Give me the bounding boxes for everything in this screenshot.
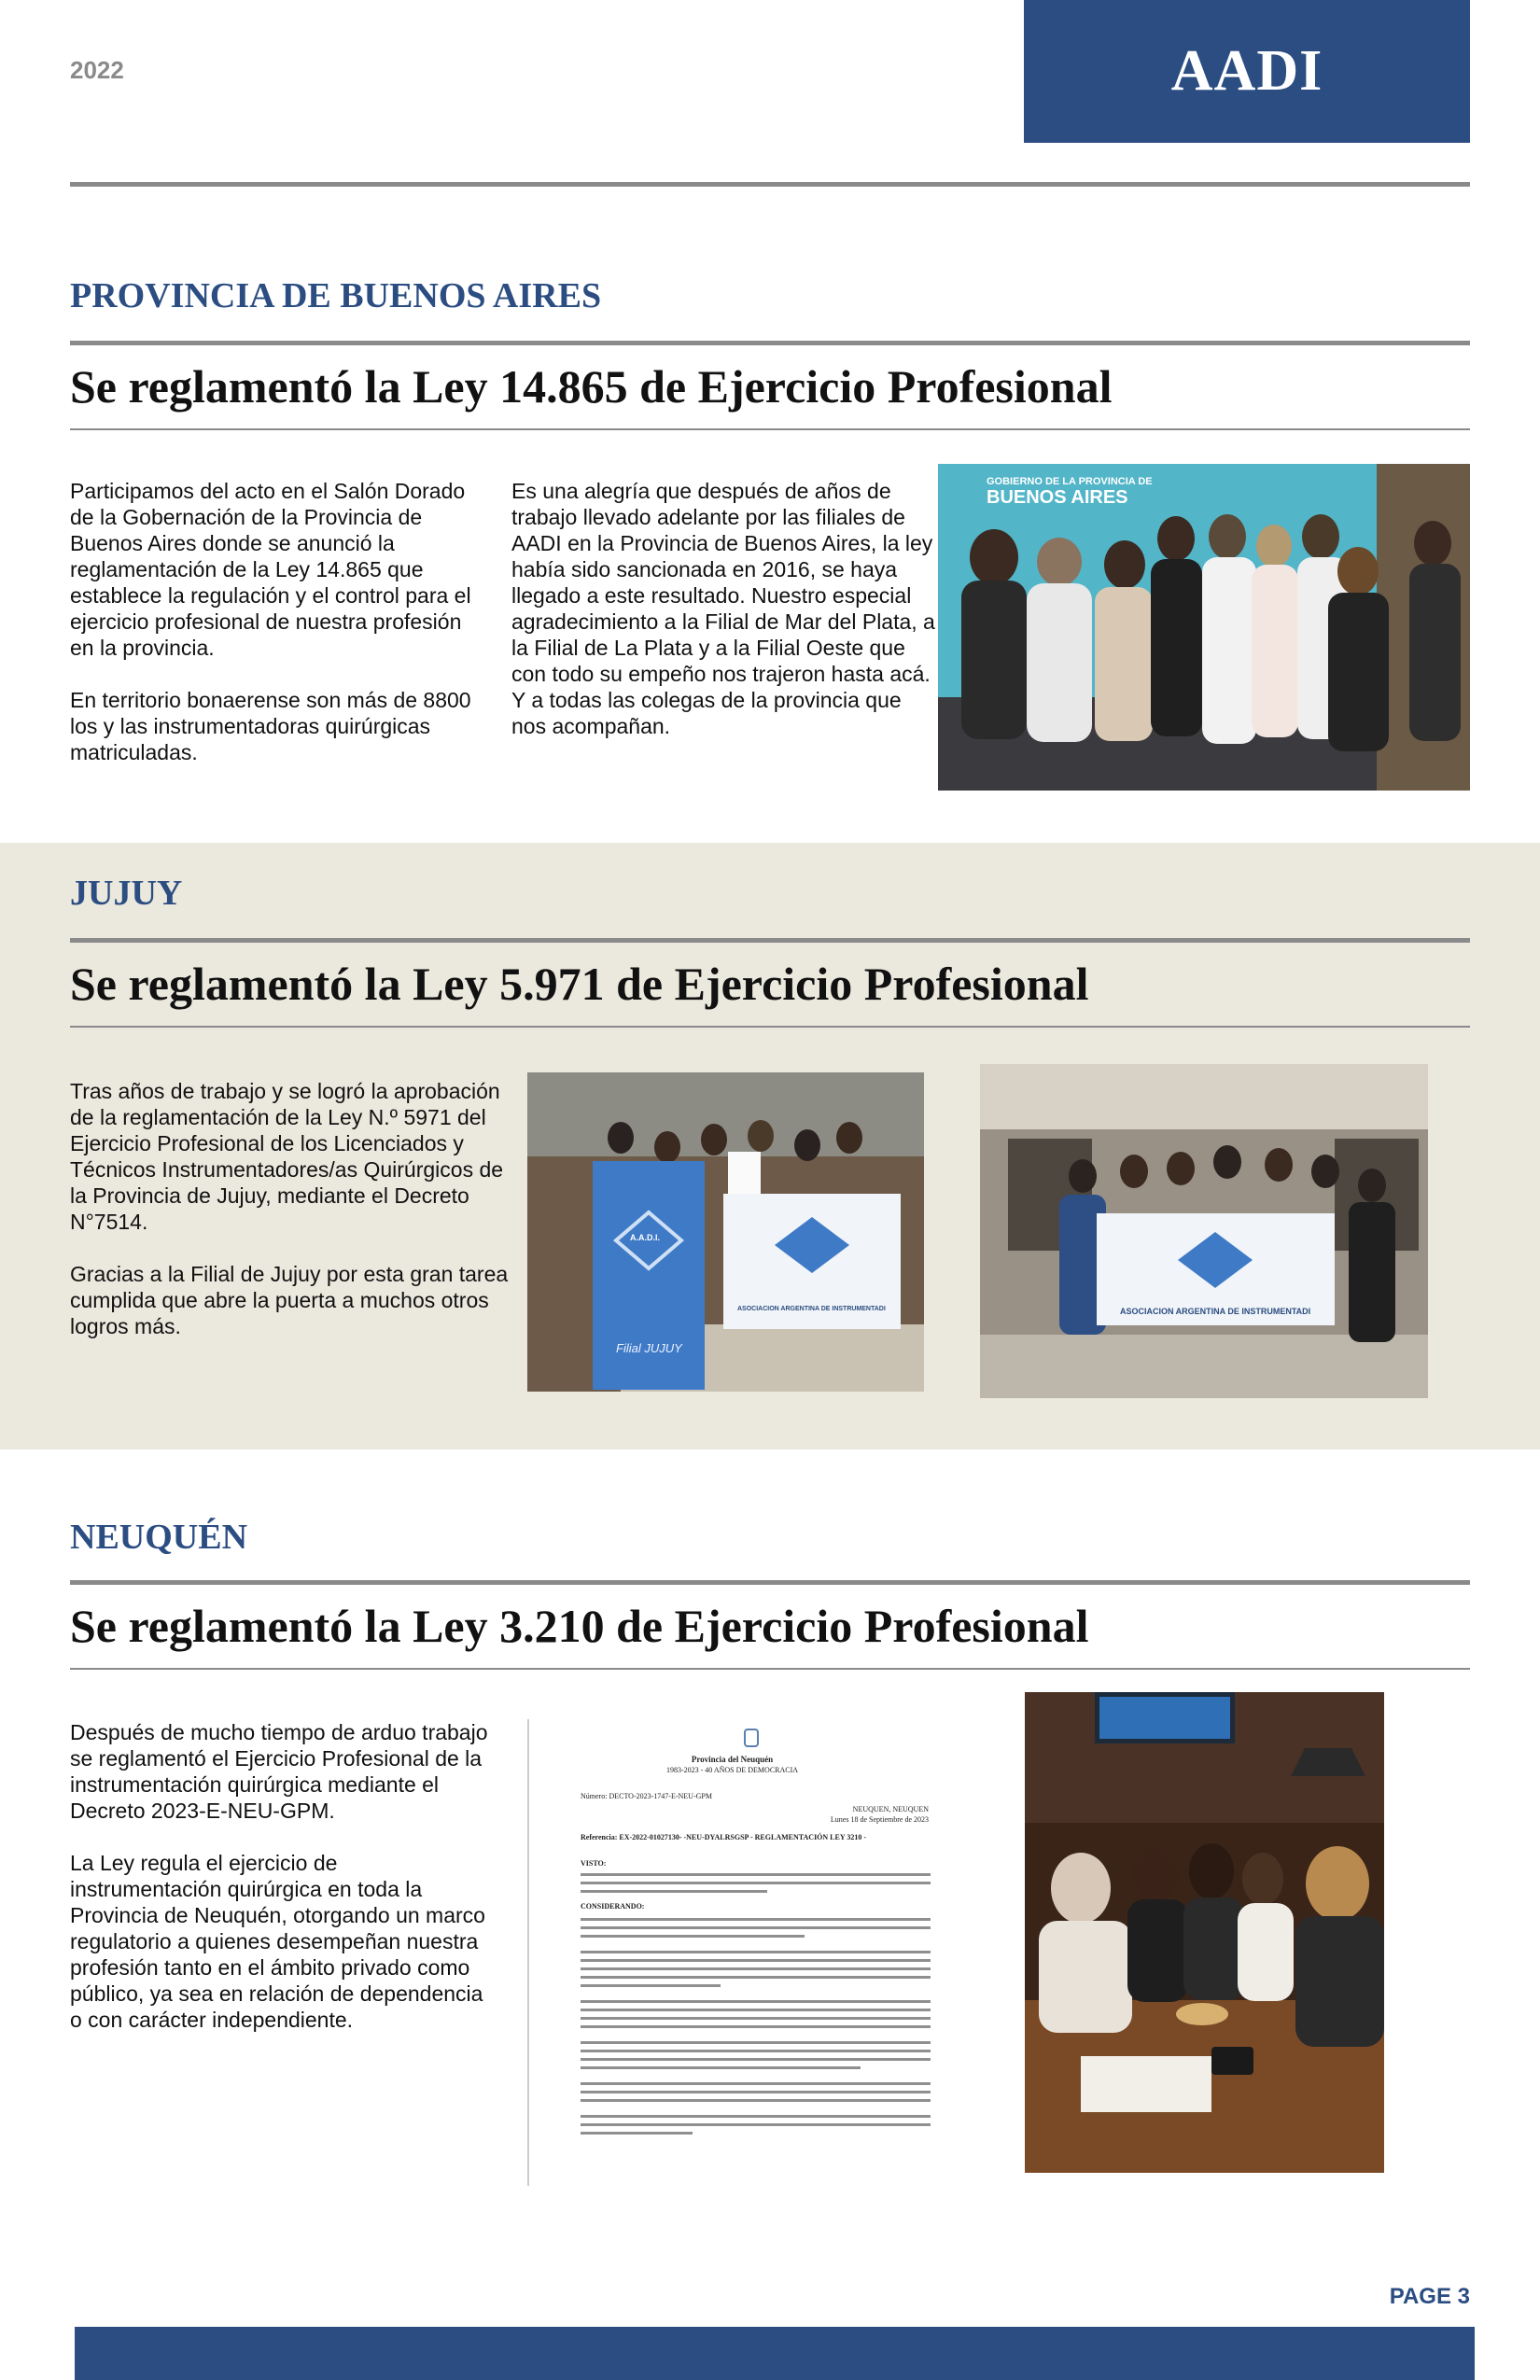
doc-considerando: CONSIDERANDO: [581,1902,645,1911]
doc-seal-icon [744,1729,759,1747]
event-group-photo [938,464,1470,791]
section-jujuy [70,868,1470,1428]
banner-filial-text: Filial JUJUY [616,1341,682,1355]
header-divider [70,182,1470,187]
paragraph: En territorio bonaerense son más de 8800 los y las instrumentadoras quirúrgicas matriculadas. [70,688,471,764]
section-divider [70,1580,1470,1585]
paragraph: Tras años de trabajo y se logró la aprobación de la reglamentación de la Ley N.º 5971 del Ejercicio Profesional de los Licenciados y Técnicos Instrumentadores/as Quirúrgicos de la Provincia de Jujuy, mediante el Decreto N°7514. [70,1079,504,1234]
paragraph: La Ley regula el ejercicio de instrumentación quirúrgica en toda la Provincia de Neuquén, otorgando un marco regulatorio a quienes desempeñan nuestra profesión tanto en el ámbito privado como público, ya sea en relación de dependencia o con carácter independiente. [70,1851,485,2032]
article-column-2 [511,478,941,765]
backdrop-text-line2: BUENOS AIRES [987,487,1128,508]
paragraph: Gracias a la Filial de Jujuy por esta gran tarea cumplida que abre la puerta a muchos otros logros más. [70,1262,509,1338]
doc-subtitle: 1983-2023 - 40 AÑOS DE DEMOCRACIA [665,1766,799,1774]
section-region: NEUQUÉN [70,1518,248,1557]
paragraph: Es una alegría que después de años de trabajo llevado adelante por las filiales de AADI en la Provincia de Buenos Aires, la ley había sido sancionada en 2016, se haya llegado a este resultado. Nuestro especial agradecimiento a la Filial de Mar del Plata, a la Filial de La Plata y a la Filial Oeste que con todo su empeño nos trajeron hasta acá. Y a todas las colegas de la provincia que nos acompañan. [511,479,935,738]
section-divider [70,1668,1470,1670]
article-column-1 [70,478,490,791]
article-column-1 [70,1078,509,1365]
doc-number: Número: DECTO-2023-1747-E-NEU-GPM [581,1792,712,1800]
jujuy-photo-banner [527,1072,924,1392]
doc-date: Lunes 18 de Septiembre de 2023 [830,1815,929,1824]
doc-place: NEUQUEN, NEUQUEN [852,1805,929,1813]
banner-caption: ASOCIACION ARGENTINA DE INSTRUMENTADI [737,1306,886,1312]
banner-logo-text: A.A.D.I. [630,1233,661,1242]
article-column-1 [70,1719,490,2059]
section-headline: Se reglamentó la Ley 5.971 de Ejercicio Profesional [70,958,1089,1010]
paragraph: Después de mucho tiempo de arduo trabajo se reglamentó el Ejercicio Profesional de la instrumentación quirúrgica mediante el Decreto 2023-E-NEU-GPM. [70,1720,488,1823]
issue-year: 2022 [70,56,124,84]
page-number: PAGE 3 [1389,2284,1470,2309]
section-divider [70,1026,1470,1028]
section-headline: Se reglamentó la Ley 14.865 de Ejercicio Profesional [70,360,1113,413]
section-divider [70,428,1470,430]
section-headline: Se reglamentó la Ley 3.210 de Ejercicio Profesional [70,1600,1089,1652]
jujuy-photo-group [980,1064,1428,1398]
section-divider [70,938,1470,943]
brand-logo: AADI [1024,0,1470,143]
neuquen-celebration-photo [1025,1692,1384,2173]
backdrop-text-line1: GOBIERNO DE LA PROVINCIA DE [987,476,1153,487]
doc-reference: Referencia: EX-2022-01027130- -NEU-DYALRSGSP - REGLAMENTACIÓN LEY 3210 - [581,1833,866,1841]
section-buenos-aires [70,271,1470,793]
doc-title: Provincia del Neuquén [691,1755,774,1764]
paragraph: Participamos del acto en el Salón Dorado de la Gobernación de la Provincia de Buenos Aires donde se anunció la reglamentación de la Ley 14.865 que establece la regulación y el control para el ejercicio profesional de nuestra profesión en la provincia. [70,479,471,660]
doc-visto: VISTO: [581,1859,607,1868]
section-neuquen [70,1512,1470,2184]
section-divider [70,341,1470,345]
section-region: PROVINCIA DE BUENOS AIRES [70,276,602,315]
section-region: JUJUY [70,874,183,913]
decree-document-scan [527,1719,933,2186]
banner-caption: ASOCIACION ARGENTINA DE INSTRUMENTADI [1120,1307,1311,1316]
footer-bar [75,2327,1475,2380]
